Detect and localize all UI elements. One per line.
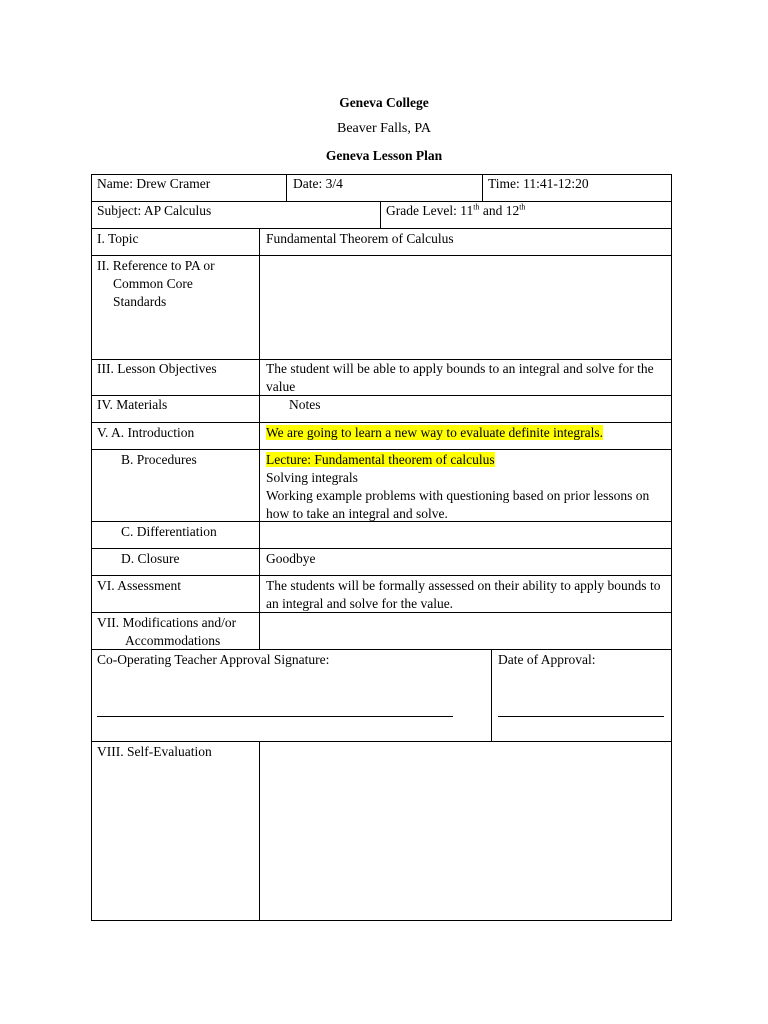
procedures-line: Solving integrals bbox=[266, 470, 358, 485]
col-divider bbox=[380, 201, 381, 228]
signature-label: Co-Operating Teacher Approval Signature: bbox=[97, 652, 330, 667]
header-location: Beaver Falls, PA bbox=[337, 121, 431, 136]
grade-level-text: Grade Level: 11 bbox=[386, 203, 474, 218]
procedures-label: B. Procedures bbox=[121, 452, 197, 467]
header-institution: Geneva College bbox=[339, 95, 429, 110]
topic-label: I. Topic bbox=[97, 231, 139, 246]
modifications-label: VII. Modifications and/or bbox=[97, 615, 237, 630]
col-divider bbox=[482, 174, 483, 201]
self-evaluation-label: VIII. Self-Evaluation bbox=[97, 744, 212, 759]
col-divider bbox=[259, 228, 260, 649]
row-divider bbox=[91, 422, 672, 423]
row-divider bbox=[91, 255, 672, 256]
grade-level bbox=[386, 202, 525, 220]
subject: Subject: AP Calculus bbox=[97, 203, 212, 218]
table-border-left bbox=[91, 174, 92, 921]
signature-line bbox=[97, 716, 453, 717]
highlighted-text: Lecture: Fundamental theorem of calculus bbox=[266, 452, 495, 467]
row-divider bbox=[91, 228, 672, 229]
assessment-value: The students will be formally assessed on their ability to apply bounds to an integral and solve for the value. bbox=[266, 578, 661, 611]
col-divider bbox=[491, 649, 492, 741]
modifications-label: Accommodations bbox=[125, 633, 221, 648]
table-border-right bbox=[671, 174, 672, 921]
approval-date-line bbox=[498, 716, 664, 717]
lesson-time: Time: 11:41-12:20 bbox=[488, 176, 589, 191]
introduction-label: V. A. Introduction bbox=[97, 425, 195, 440]
materials-label: IV. Materials bbox=[97, 397, 168, 412]
col-divider bbox=[286, 174, 287, 201]
topic-value: Fundamental Theorem of Calculus bbox=[266, 231, 454, 246]
grade-level-sup: th bbox=[519, 202, 526, 212]
table-border-bottom bbox=[91, 920, 672, 921]
standards-label: II. Reference to PA or bbox=[97, 258, 215, 273]
closure-value: Goodbye bbox=[266, 551, 316, 566]
row-divider bbox=[91, 449, 672, 450]
materials-value: Notes bbox=[289, 397, 321, 412]
row-divider bbox=[91, 741, 672, 742]
header-title: Geneva Lesson Plan bbox=[325, 148, 443, 163]
closure-label: D. Closure bbox=[121, 551, 180, 566]
procedures-line: Working example problems with questioning based on prior lessons on how to take an integral and solve. bbox=[266, 488, 650, 521]
procedures-line bbox=[266, 451, 495, 469]
approval-date-label: Date of Approval: bbox=[498, 652, 596, 667]
lesson-date: Date: 3/4 bbox=[293, 176, 343, 191]
grade-level-sup: th bbox=[473, 202, 480, 212]
grade-level-text: and 12 bbox=[479, 203, 520, 218]
standards-label: Common Core bbox=[113, 276, 193, 291]
assessment-label: VI. Assessment bbox=[97, 578, 181, 593]
introduction-value bbox=[266, 424, 603, 442]
objectives-value: The student will be able to apply bounds to an integral and solve for the value bbox=[266, 361, 654, 394]
row-divider bbox=[91, 575, 672, 576]
row-divider bbox=[91, 548, 672, 549]
objectives-label: III. Lesson Objectives bbox=[97, 361, 217, 376]
standards-label: Standards bbox=[113, 294, 167, 309]
differentiation-label: C. Differentiation bbox=[121, 524, 217, 539]
highlighted-text: We are going to learn a new way to evaluate definite integrals. bbox=[266, 425, 604, 440]
teacher-name: Name: Drew Cramer bbox=[97, 176, 211, 191]
col-divider bbox=[259, 741, 260, 920]
